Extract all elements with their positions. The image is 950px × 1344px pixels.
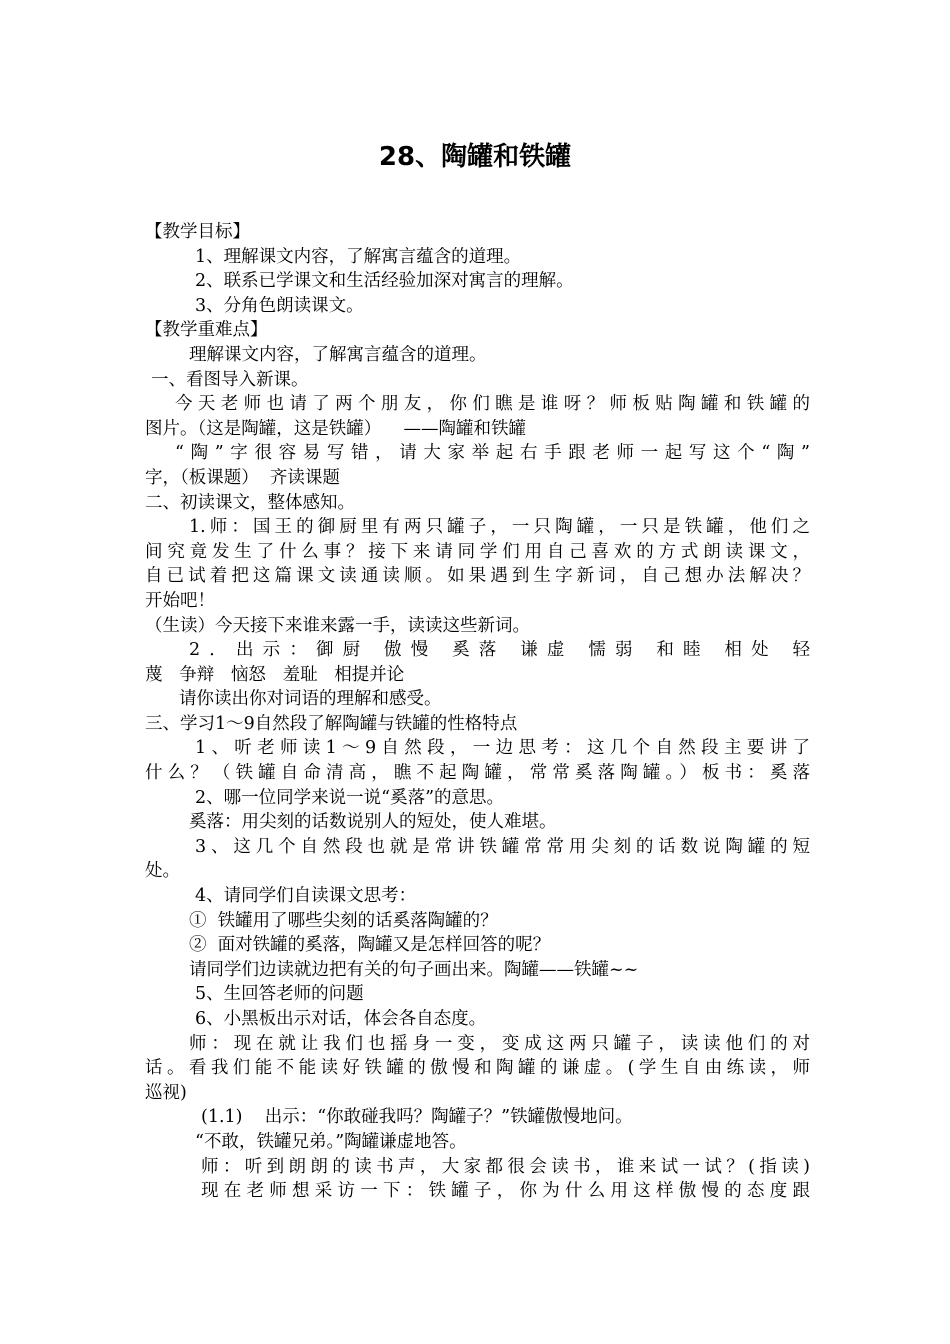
text-line: ② 面对铁罐的奚落，陶罐又是怎样回答的呢？: [189, 935, 551, 956]
text-line: 1.师：国王的御厨里有两只罐子，一只陶罐，一只是铁罐，他们之: [189, 517, 810, 538]
text-line: 现在老师想采访一下：铁罐子，你为什么用这样傲慢的态度跟: [201, 1181, 810, 1202]
text-line: “陶”字很容易写错，请大家举起右手跟老师一起写这个“陶”: [175, 443, 810, 464]
text-line: 三、学习1～9自然段了解陶罐与铁罐的性格特点: [145, 713, 518, 734]
text-line: 4、请同学们自读课文思考：: [195, 886, 417, 907]
text-line: 自已试着把这篇课文读通读顺。如果遇到生字新词，自己想办法解决？: [145, 566, 810, 587]
text-line: “不敢，铁罐兄弟。”陶罐谦虚地答。: [195, 1131, 467, 1152]
page-title: 28、陶罐和铁罐: [378, 142, 572, 172]
text-line: 字，（板课题） 齐读课题: [145, 467, 340, 488]
text-line: 3、分角色朗读课文。: [195, 295, 364, 316]
text-line: 二、初读课文，整体感知。: [145, 492, 355, 513]
text-line: 图片。（这是陶罐，这是铁罐） ——陶罐和铁罐: [145, 418, 526, 439]
text-line: 奚落：用尖刻的话数说别人的短处，使人难堪。: [189, 812, 557, 833]
text-line: 什么？（铁罐自命清高，瞧不起陶罐，常常奚落陶罐。）板书：奚落: [145, 763, 810, 784]
text-line: 话。看我们能不能读好铁罐的傲慢和陶罐的谦虚。(学生自由练读，师: [145, 1058, 810, 1079]
text-line: 1、理解课文内容，了解寓言蕴含的道理。: [195, 246, 522, 267]
text-line: 师：听到朗朗的读书声，大家都很会读书，谁来试一试？(指读): [201, 1156, 810, 1177]
text-line: 理解课文内容，了解寓言蕴含的道理。: [189, 344, 487, 365]
text-line: 师：现在就让我们也摇身一变，变成这两只罐子，读读他们的对: [189, 1033, 810, 1054]
text-line: (1.1) 出示：“你敢碰我吗？陶罐子？”铁罐傲慢地问。: [201, 1107, 633, 1128]
text-line: 2．出示：御厨 傲慢 奚落 谦虚 懦弱 和睦 相处 轻: [189, 640, 810, 661]
text-line: （生读）今天接下来谁来露一手，读读这些新词。: [145, 615, 530, 636]
text-line: 请同学们边读就边把有关的句子画出来。陶罐——铁罐~~: [189, 959, 639, 980]
text-line: 1、听老师读1～9自然段，一边思考：这几个自然段主要讲了: [195, 738, 810, 759]
text-line: ① 铁罐用了哪些尖刻的话奚落陶罐的？: [189, 910, 498, 931]
text-line: 2、联系已学课文和生活经验加深对寓言的理解。: [195, 271, 574, 292]
text-line: 一、看图导入新课。: [151, 369, 309, 390]
text-line: 间究竟发生了什么事？接下来请同学们用自己喜欢的方式朗读课文，: [145, 541, 810, 562]
text-line: 蔑 争辩 恼怒 羞耻 相提并论: [145, 664, 405, 685]
text-line: 请你读出你对词语的理解和感受。: [179, 689, 442, 710]
text-line: 3、这几个自然段也就是常讲铁罐常常用尖刻的话数说陶罐的短: [195, 836, 810, 857]
text-line: 2、哪一位同学来说一说“奚落”的意思。: [195, 787, 505, 808]
text-line: 5、生回答老师的问题: [195, 984, 364, 1005]
text-line: 巡视): [145, 1082, 187, 1103]
text-line: 处。: [145, 861, 180, 882]
document-body: [145, 220, 810, 1204]
text-line: 【教学重难点】: [145, 320, 268, 341]
text-line: 开始吧！: [145, 590, 215, 611]
text-line: 今天老师也请了两个朋友，你们瞧是谁呀？师板贴陶罐和铁罐的: [175, 394, 810, 415]
text-line: 6、小黑板出示对话，体会各自态度。: [195, 1009, 487, 1029]
text-line: 【教学目标】: [145, 222, 250, 242]
